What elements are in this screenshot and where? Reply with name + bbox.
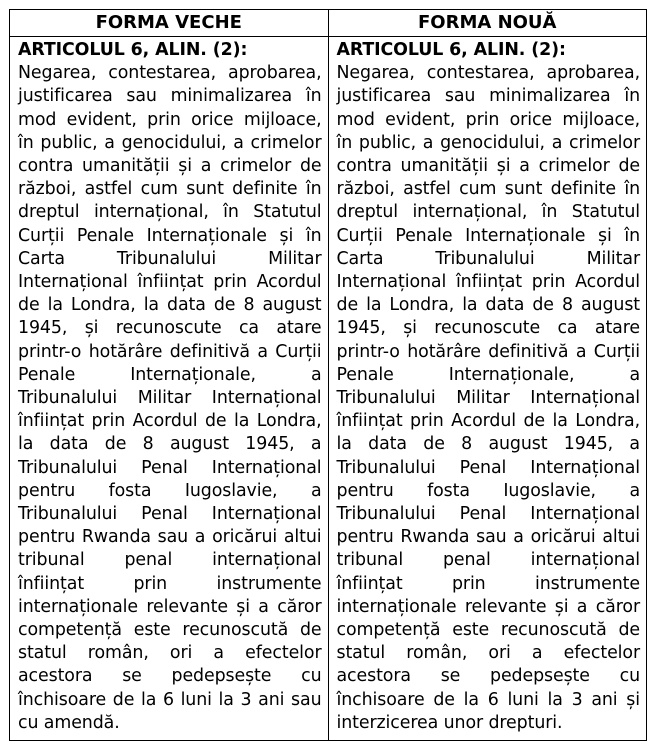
old-article-title: ARTICOLUL 6, ALIN. (2): — [18, 40, 248, 60]
old-form-cell — [10, 37, 328, 740]
table-header-row — [10, 10, 646, 37]
new-article-text: Negarea, contestarea, aprobarea, justificarea sau minimalizarea în mod evident, prin orice mijloace, în public, a genocidului, a crimelor contra umanității și a crimelor de război, astfel cum sunt definite în dreptul internațional, în Statutul Curții Penale Internaționale și în Carta Tribunalului Militar Internațional înființat prin Acordul de la Londra, la data de 8 august 1945, și recunoscute ca atare printr-o hotărâre definitivă a Curții Penale Internaționale, a Tribunalului Militar Internațional înființat prin Acordul de la Londra, la data de 8 august 1945, a Tribunalului Penal Internațional pentru fosta Iugoslavie, a Tribunalului Penal Internațional pentru Rwanda sau a oricărui altui tribunal penal internațional înființat prin instrumente internaționale relevante și a căror competență este recunoscută de statul român, ori a efectelor acestora se pedepsește cu închisoare de la 6 luni la 3 ani și interzicerea unor drepturi. — [336, 63, 640, 733]
new-article-title: ARTICOLUL 6, ALIN. (2): — [336, 40, 566, 60]
new-form-cell — [328, 37, 647, 740]
old-article-text: Negarea, contestarea, aprobarea, justificarea sau minimalizarea în mod evident, prin orice mijloace, în public, a genocidului, a crimelor contra umanității și a crimelor de război, astfel cum sunt definite în dreptul internațional, în Statutul Curții Penale Internaționale și în Carta Tribunalului Militar Internațional înființat prin Acordul de la Londra, la data de 8 august 1945, și recunoscute ca atare printr-o hotărâre definitivă a Curții Penale Internaționale, a Tribunalului Militar Internațional înființat prin Acordul de la Londra, la data de 8 august 1945, a Tribunalului Penal Internațional pentru fosta Iugoslavie, a Tribunalului Penal Internațional pentru Rwanda sau a oricărui altui tribunal penal internațional înființat prin instrumente internaționale relevante și a căror competență este recunoscută de statul român, ori a efectelor acestora se pedepsește cu închisoare de la 6 luni la 3 ani sau cu amendă. — [18, 63, 322, 733]
new-form-header: FORMA NOUĂ — [328, 10, 647, 36]
table-body-row — [10, 37, 646, 740]
old-form-header: FORMA VECHE — [95, 12, 242, 33]
comparison-table — [9, 9, 647, 741]
